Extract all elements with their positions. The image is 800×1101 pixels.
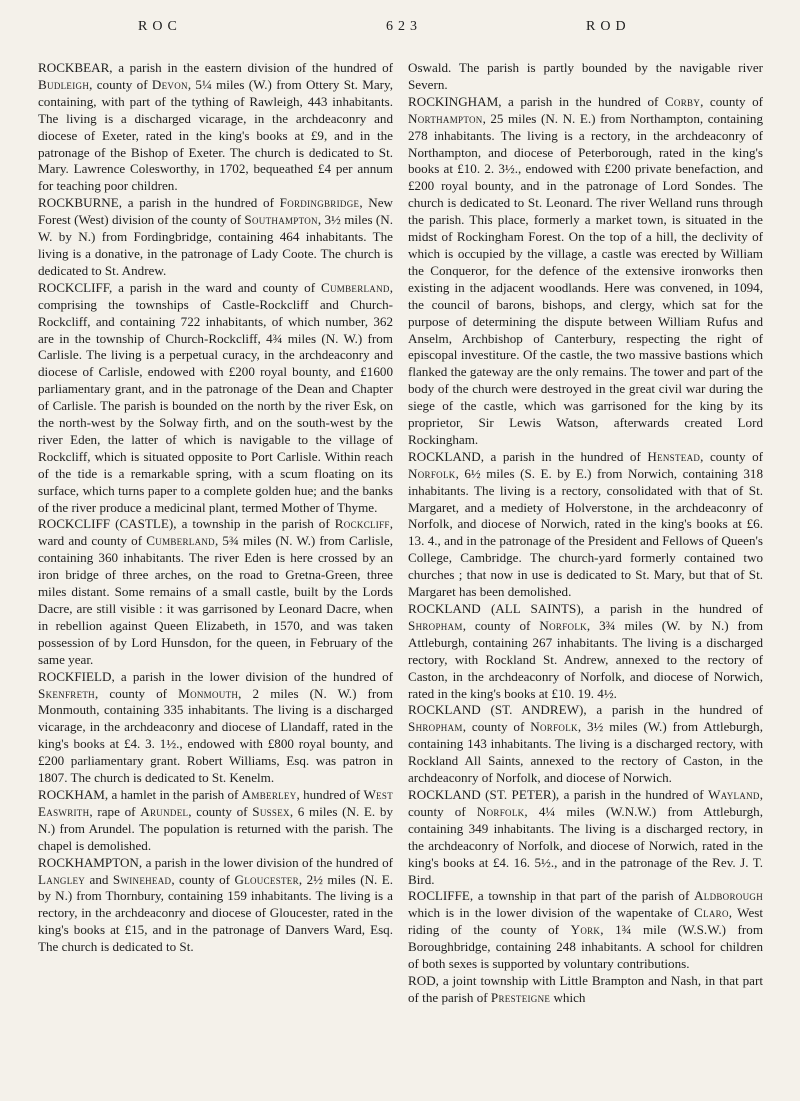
gazetteer-entry (408, 601, 763, 702)
gazetteer-entry (408, 60, 763, 94)
entry-text: , 4¼ miles (W.N.W.) from Attleburgh, containing 349 inhabitants. The living is a discharged rectory, in the archdeaconry of Norfolk, and diocese of Norwich, rated in the king's books at £4. 16. 5½., and in the patronage of the Rev. J. T. Bird. (408, 803, 763, 887)
place-name: Gloucester (234, 871, 299, 887)
gazetteer-entry (408, 94, 763, 449)
gazetteer-entry (408, 973, 763, 1007)
place-name: Aldborough (694, 888, 763, 904)
gazetteer-entry (38, 669, 393, 787)
place-name: Norfolk (530, 719, 578, 735)
gazetteer-entry (38, 855, 393, 956)
place-name: Amberley (241, 786, 297, 802)
entry-text: , rape of (89, 803, 141, 819)
entry-text: Oswald. The parish is partly bounded by the navigable river Severn. (408, 60, 763, 92)
entry-text: ROCKLAND (ALL SAINTS), a parish in the hundred of (408, 601, 763, 616)
entry-text: , 6 miles (N. E. by N.) from Arundel. The population is returned with the parish. The chapel is demolished. (38, 803, 393, 853)
place-name: Skenfreth (38, 685, 95, 701)
entry-text: ROCKLAND (ST. ANDREW), a parish in the hundred of (408, 702, 763, 718)
place-name: Norfolk (476, 803, 525, 819)
place-name: Henstead (647, 448, 701, 464)
entry-text: , 2 miles (N. W.) from Monmouth, containing 335 inhabitants. The living is a discharged vicarage, in the archdeaconry and diocese of Llandaff, rated in the king's books at £4. 3. 1½., endowed with £800 royal bounty, and £200 parliamentary grant. Robert Williams, Esq. was patron in 1807. The church is dedicated to St. Kenelm. (38, 685, 393, 786)
entry-text: ROD, a joint township with Little Brampton and Nash, in that part of the parish of (408, 972, 763, 1005)
place-name: Presteigne (490, 989, 551, 1005)
entry-text: ROCKFIELD, a parish in the lower division of the hundred of (38, 668, 393, 684)
page-number: 623 (386, 19, 422, 34)
place-name: Langley (38, 871, 86, 887)
place-name: Budleigh (38, 76, 90, 92)
gazetteer-entry (408, 787, 763, 888)
entry-text: ROCKLAND, a parish in the hundred of (408, 448, 648, 464)
place-name: Devon (151, 76, 188, 92)
place-name: Claro (694, 905, 729, 921)
place-name: Arundel (140, 803, 189, 819)
entry-text: which is in the lower division of the wapentake of (408, 905, 695, 921)
entry-text: , 3¾ miles (W. by N.) from Attleburgh, containing 267 inhabitants. The living is a discharged rectory, with Rockland St. Andrew, annexed to the rectory of Caston, in the archdeaconry of Norfolk, and diocese of Norwich, rated in the king's books at £10. 19. 4½. (408, 617, 764, 701)
place-name: Northampton (408, 110, 483, 126)
entry-text: , hundred of (296, 786, 364, 802)
entry-text: ROCKCLIFF (CASTLE), a township in the parish of (38, 516, 335, 532)
entry-text: , county of (700, 93, 763, 109)
entry-text: , 3½ miles (N. W. by N.) from Fordingbridge, containing 464 inhabitants. The living is a donative, in the patronage of Lady Coote. The church is dedicated to St. Andrew. (38, 212, 393, 278)
two-column-body (38, 60, 763, 1007)
header-right-guide: ROD (586, 19, 631, 34)
entry-text: , county of (700, 448, 763, 464)
place-name: Southampton (244, 212, 318, 228)
place-name: Rockcliff (334, 516, 390, 532)
place-name: Corby (664, 93, 701, 109)
entry-text: , 2½ miles (N. E. by N.) from Thornbury, containing 159 inhabitants. The living is a rectory, in the archdeaconry and diocese of Gloucester, rated in the king's books at £15, and in the patronage of Danvers Ward, Esq. The church is dedicated to St. (38, 871, 393, 955)
place-name: Cumberland (320, 279, 390, 295)
entry-text: , 6½ miles (S. E. by E.) from Norwich, containing 318 inhabitants. The living is a rectory, consolidated with that of St. Margaret, and a mediety of Holverstone, in the archdeaconry of Norfolk, and diocese of Norwich, rated in the king's books at £6. 13. 4., and in the patronage of the President and Fellows of Queen's College, Cambridge. The church-yard formerly contained two churches ; that now in use is dedicated to St. Mary, but that of St. Margaret has been demolished. (408, 465, 763, 600)
place-name: Monmouth (178, 685, 239, 701)
place-name: Norfolk (539, 617, 587, 633)
gazetteer-entry (38, 516, 393, 668)
entry-text: ROCKBEAR, a parish in the eastern division of the hundred of (38, 60, 393, 75)
entry-text: , 1¾ mile (W.S.W.) from Boroughbridge, containing 248 inhabitants. A school for children of both sexes is supported by voluntary contributions. (408, 922, 764, 972)
place-name: Wayland (708, 786, 760, 802)
entry-text: , comprising the townships of Castle-Rockcliff and Church-Rockcliff, and containing 722 inhabitants, of which number, 362 are in the township of Church-Rockcliff, 4¾ miles (N. W.) from Carlisle. The living is a perpetual curacy, in the archdeaconry and diocese of Carlisle, endowed with £200 royal bounty, and £1600 parliamentary grant, and in the patronage of the Dean and Chapter of Carlisle. The parish is bounded on the north by the river Esk, on the north-west by the Solway firth, and on the south-west by the river Eden, the latter of which is navigable to the village of Rockcliff, which is situated opposite to Port Carlisle. Within reach of the tide is a remarkable spring, with a scum floating on its surface, which turns paper to a complete golden hue; and the banks of the river produce a medicinal plant, termed Mother of Thyme. (38, 279, 393, 515)
entry-text: , county of (188, 803, 253, 819)
entry-text: , 3½ miles (W.) from Attleburgh, containing 143 inhabitants. The living is a discharged rectory, with Rockland All Saints, annexed to the rectory of Caston, in the archdeaconry of Norfolk, and diocese of Norwich. (408, 719, 763, 786)
place-name: Shropham (408, 719, 463, 735)
place-name: Shropham (408, 617, 463, 633)
left-column (38, 60, 393, 1007)
gazetteer-entry (408, 702, 763, 787)
place-name: West Easwrith (38, 786, 393, 819)
place-name: Sussex (252, 803, 290, 819)
gazetteer-entry (408, 888, 763, 973)
gazetteer-entry (38, 280, 393, 517)
entry-text: and (85, 871, 113, 887)
place-name: York (570, 922, 601, 938)
gazetteer-entry (38, 60, 393, 195)
entry-text: , 5¾ miles (N. W.) from Carlisle, containing 360 inhabitants. The river Eden is here crossed by an iron bridge of three arches, on the road to Gretna-Green, three miles distant. Some remains of a small castle, built by the Lords Dacre, are still visible : it was garrisoned by Leonard Dacre, when in rebellion against Queen Elizabeth, in 1570, and was taken possession of by Lord Hunsdon, for the queen, in February of the same year. (38, 533, 393, 667)
header-left-guide: ROC (138, 19, 182, 34)
right-column (408, 60, 763, 1007)
entry-text: , county of (408, 786, 763, 819)
place-name: Norfolk (408, 465, 456, 481)
entry-text: ROCKBURNE, a parish in the hundred of (38, 195, 280, 211)
entry-text: , county of (89, 76, 152, 92)
gazetteer-entry (408, 449, 763, 601)
running-header (38, 17, 763, 43)
entry-text: ROCKINGHAM, a parish in the hundred of (408, 93, 665, 109)
entry-text: , county of (462, 719, 531, 735)
entry-text: ROCKHAMPTON, a parish in the lower division of the hundred of (38, 854, 393, 870)
place-name: Cumberland (146, 533, 215, 549)
entry-text: , county of (171, 871, 235, 887)
place-name: Swinehead (112, 871, 172, 887)
entry-text: ROCKCLIFF, a parish in the ward and county of (38, 279, 321, 295)
entry-text: ROCKHAM, a hamlet in the parish of (38, 786, 242, 802)
entry-text: , county of (462, 617, 540, 633)
entry-text: , West riding of the county of (408, 905, 763, 938)
entry-text: ROCLIFFE, a township in that part of the parish of (408, 888, 695, 904)
entry-text: ROCKLAND (ST. PETER), a parish in the hundred of (408, 786, 709, 802)
entry-text: , county of (94, 685, 179, 701)
entry-text: , 25 miles (N. N. E.) from Northampton, containing 278 inhabitants. The living is a rectory, in the archdeaconry of Northampton, and diocese of Peterborough, rated in the king's books at £10. 2. 3½., endowed with £200 private benefaction, and £200 royal bounty, and in the patronage of Lord Sondes. The church is dedicated to St. Leonard. The river Welland runs through the parish. This place, formerly a market town, is situated in the midst of Rockingham Forest. On the top of a hill, the declivity of which is occupied by the village, a castle was erected by William the Conqueror, for the defence of the extensive ironworks then existing in the adjacent woodlands. Here was convened, in 1094, the council of barons, bishops, and clergy, which sat for the purpose of determining the dispute between William Rufus and Anselm, Archbishop of Canterbury, respecting the right of episcopal investiture. Of the castle, the two massive bastions which flanked the gateway are the only remains. The tower and part of the body of the church were destroyed in the great civil war during the siege of the castle, which was garrisoned for the king by its proprietor, Sir Lewis Watson, afterwards created Lord Rockingham. (408, 110, 763, 447)
entry-text: , 5¼ miles (W.) from Ottery St. Mary, containing, with part of the tything of Rawleigh, 443 inhabitants. The living is a discharged vicarage, in the archdeaconry and diocese of Exeter, rated in the king's books at £9, and in the patronage of the Bishop of Exeter. The church is dedicated to St. Mary. Lawrence Colesworthy, in 1702, bequeathed £4 per annum for teaching poor children. (38, 76, 394, 194)
gazetteer-entry (38, 195, 393, 280)
gazetteer-entry (38, 787, 393, 855)
entry-text: , New Forest (West) division of the county of (38, 195, 393, 228)
entry-text: which (550, 989, 586, 1005)
entry-text: , ward and county of (38, 516, 393, 549)
place-name: Fordingbridge (279, 195, 360, 211)
